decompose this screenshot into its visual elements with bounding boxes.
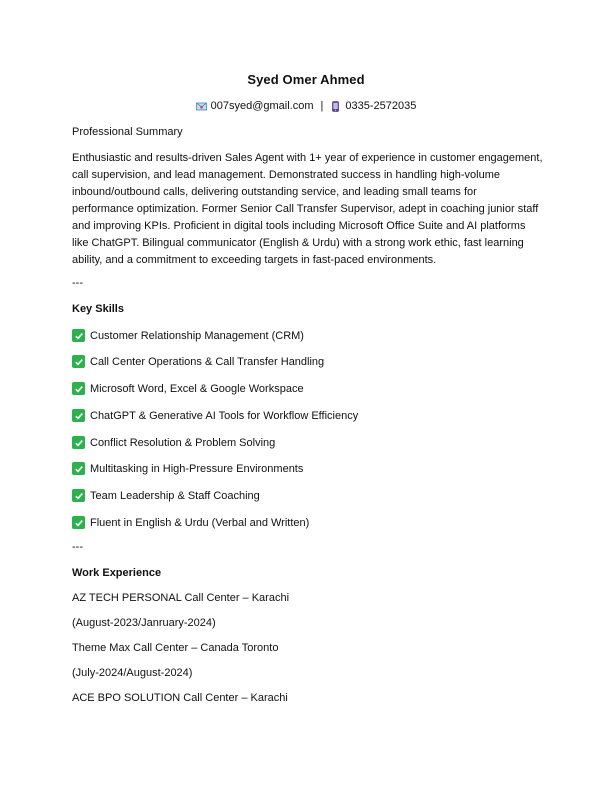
skill-item — [72, 462, 303, 475]
skills-heading: Key Skills — [72, 303, 124, 315]
skill-label: Multitasking in High-Pressure Environments — [90, 462, 304, 475]
work-dates: (July-2024/August-2024) — [72, 667, 193, 679]
green-check-icon — [72, 436, 85, 449]
work-employer: AZ TECH PERSONAL Call Center – Karachi — [72, 592, 290, 604]
green-check-icon — [72, 516, 85, 529]
skill-item — [72, 355, 324, 368]
skill-label: Team Leadership & Staff Coaching — [90, 489, 260, 502]
green-check-icon — [72, 462, 85, 475]
summary-line: call supervision, and lead management. Demonstrated success in handling high-volume — [72, 169, 501, 181]
skill-item — [72, 409, 358, 422]
summary-line: performance optimization. Former Senior Call Transfer Supervisor, adept in coaching junior staff — [72, 203, 539, 215]
candidate-name: Syed Omer Ahmed — [247, 72, 365, 87]
green-check-icon — [72, 489, 85, 502]
summary-text — [72, 150, 542, 269]
green-check-icon — [72, 382, 85, 395]
summary-heading: Professional Summary — [72, 126, 183, 138]
skill-label: Fluent in English & Urdu (Verbal and Written) — [90, 516, 310, 529]
email-address: 007syed@gmail.com — [210, 100, 314, 112]
summary-line: Enthusiastic and results-driven Sales Agent with 1+ year of experience in customer engagement, — [72, 152, 543, 164]
work-employer: Theme Max Call Center – Canada Toronto — [72, 642, 279, 654]
work-heading: Work Experience — [72, 567, 162, 579]
summary-line: like ChatGPT. Bilingual communicator (English & Urdu) with a strong work ethic, fast learning — [72, 237, 524, 249]
contact-separator: | — [320, 100, 324, 112]
phone-number: 0335-2572035 — [345, 100, 417, 112]
skill-item — [72, 329, 304, 342]
section-divider: --- — [72, 277, 83, 289]
skill-label: Call Center Operations & Call Transfer Handling — [90, 355, 325, 368]
skill-label: Microsoft Word, Excel & Google Workspace — [90, 382, 304, 395]
section-divider: --- — [72, 541, 83, 553]
green-check-icon — [72, 409, 85, 422]
green-check-icon — [72, 329, 85, 342]
skill-item — [72, 489, 260, 502]
contact-line — [0, 100, 612, 112]
skill-label: Customer Relationship Management (CRM) — [90, 329, 304, 342]
summary-line: inbound/outbound calls, delivering outstanding service, and leading small teams for — [72, 186, 477, 198]
work-employer: ACE BPO SOLUTION Call Center – Karachi — [72, 692, 288, 704]
skill-item — [72, 436, 275, 449]
skill-label: ChatGPT & Generative AI Tools for Workflow Efficiency — [90, 409, 359, 422]
work-dates: (August-2023/Janruary-2024) — [72, 617, 216, 629]
green-check-icon — [72, 355, 85, 368]
skill-label: Conflict Resolution & Problem Solving — [90, 436, 276, 449]
skill-item — [72, 516, 309, 529]
mobile-phone-icon — [330, 101, 341, 112]
skill-item — [72, 382, 304, 395]
summary-line: and improving KPIs. Proficient in digital tools including Microsoft Office Suite and AI platforms — [72, 220, 526, 232]
summary-line: ability, and a commitment to exceeding targets in fast-paced environments. — [72, 254, 437, 266]
envelope-icon — [196, 101, 207, 112]
